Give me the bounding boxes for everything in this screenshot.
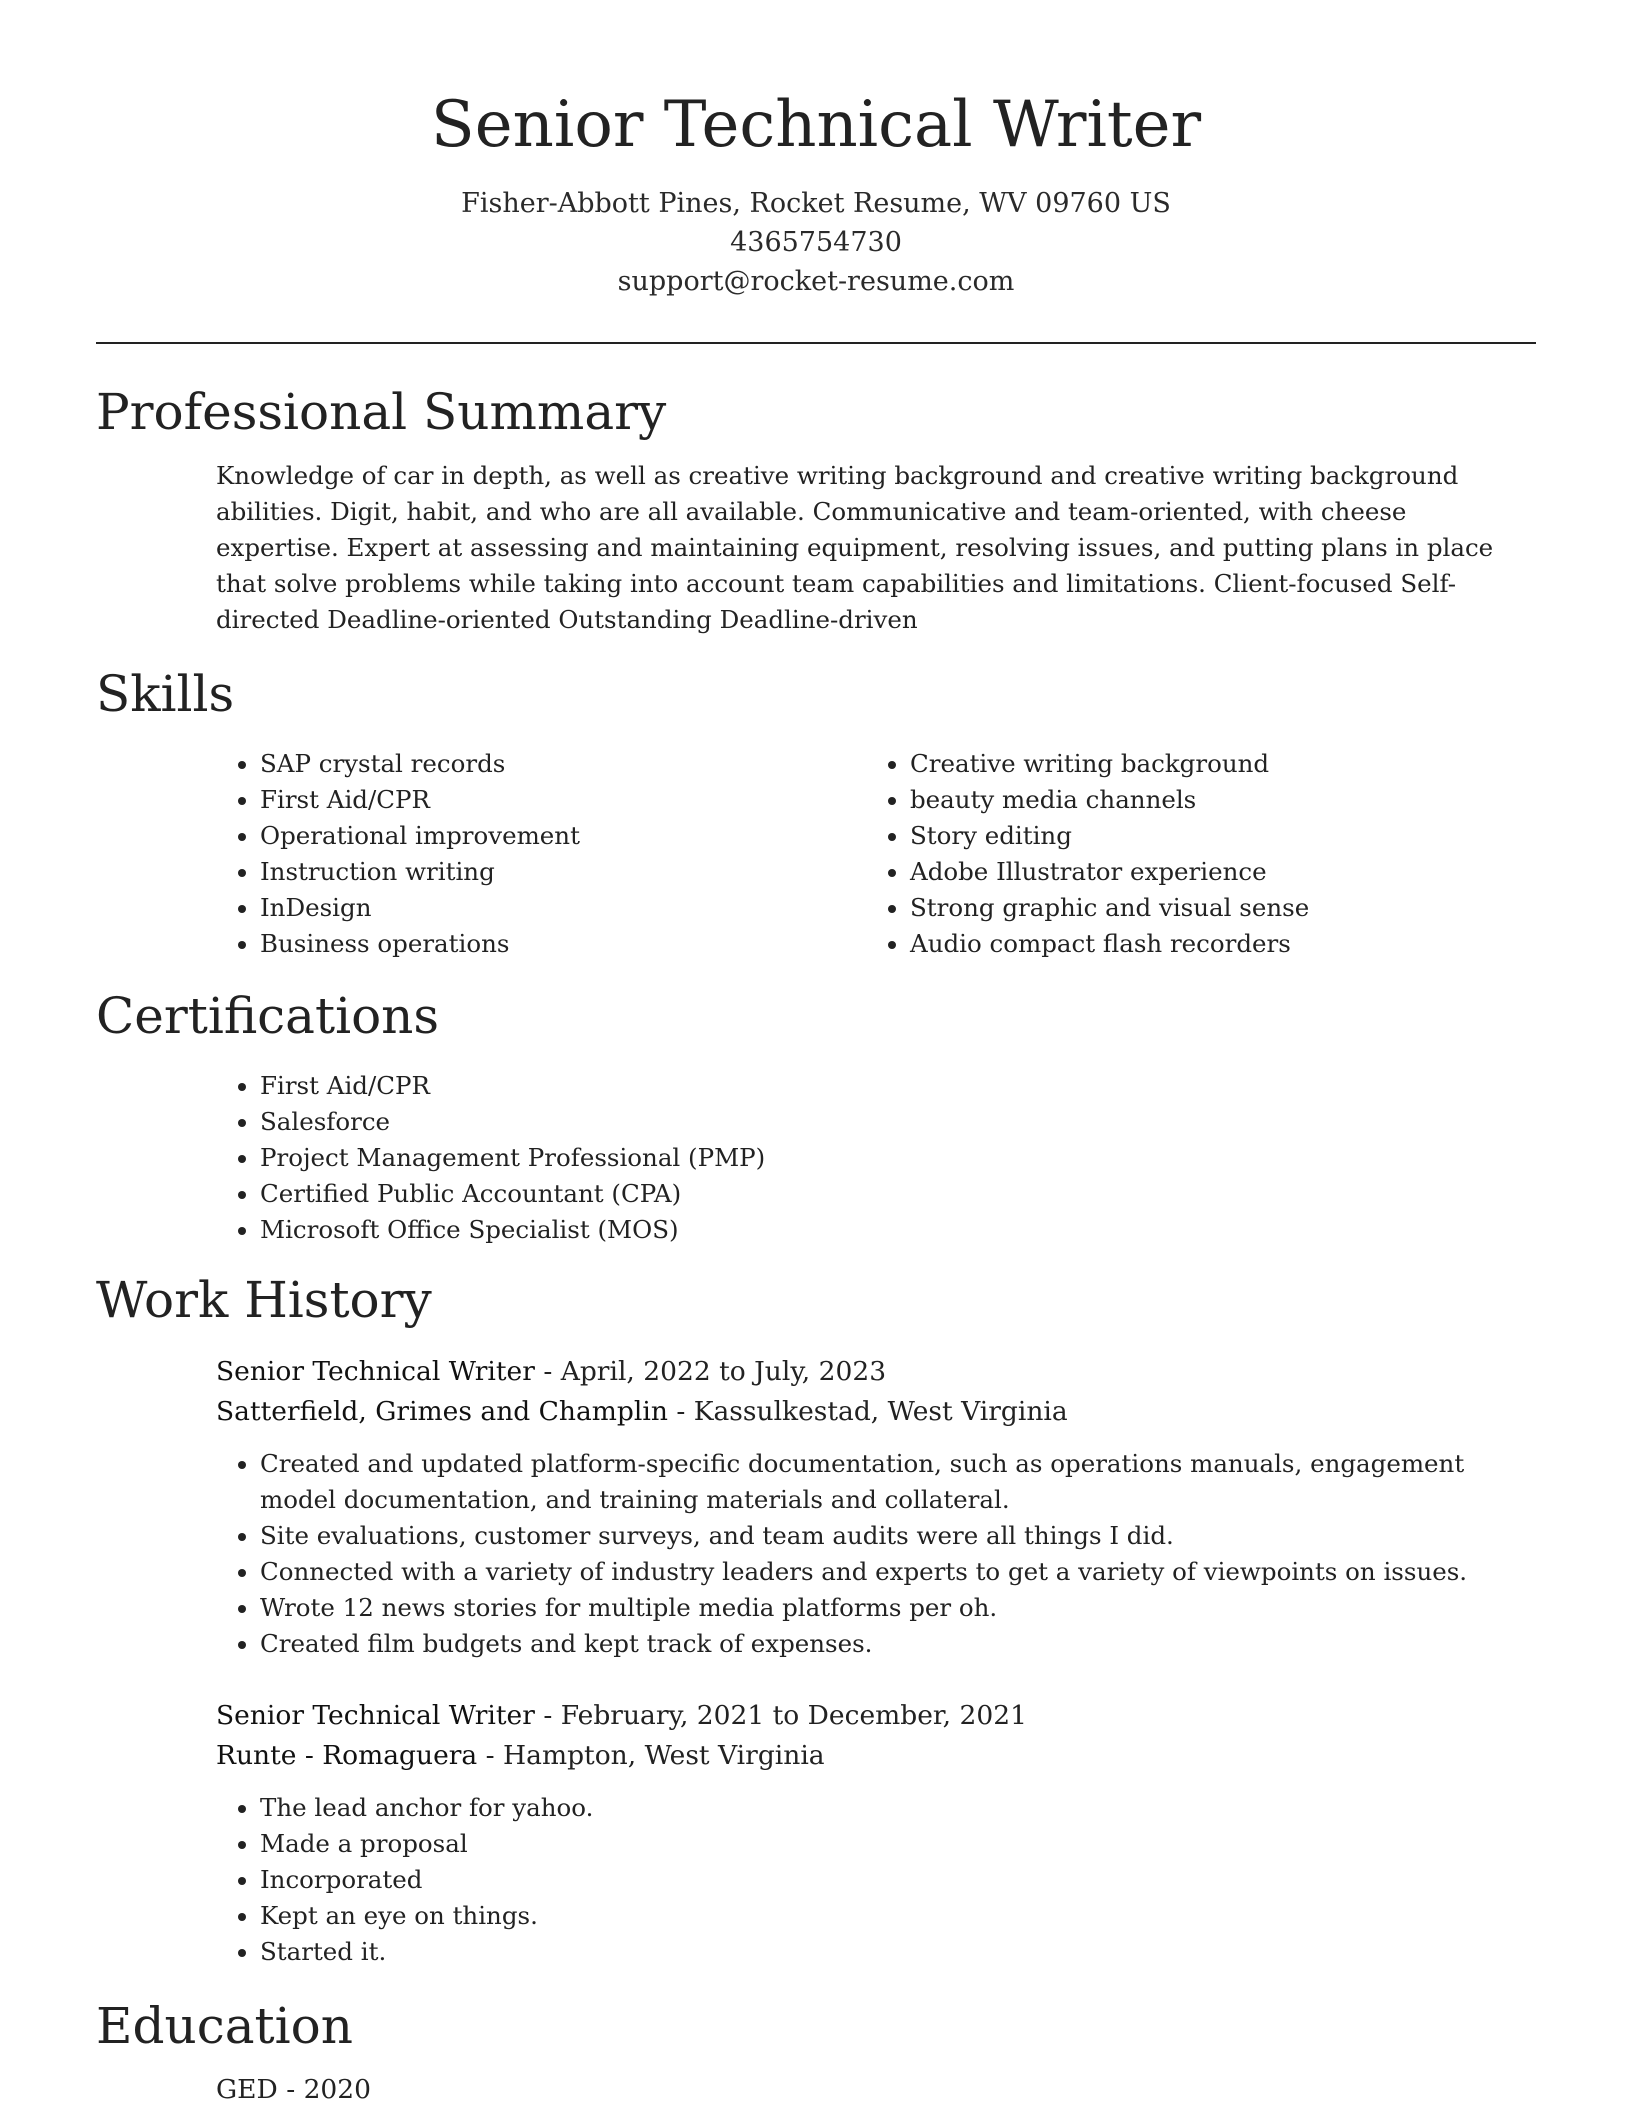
skill-item: • Operational improvement xyxy=(260,818,860,854)
skills-heading: Skills xyxy=(96,665,235,723)
job-1-role: Senior Technical Writer xyxy=(216,1356,535,1387)
skill-item: • InDesign xyxy=(260,890,860,926)
job-1-company-line xyxy=(216,1392,1068,1432)
certification-item: • Certified Public Accountant (CPA) xyxy=(260,1176,1540,1212)
certifications-heading: Certifications xyxy=(96,987,440,1045)
job-bullet: • Made a proposal xyxy=(260,1826,1536,1862)
skill-item: • Strong graphic and visual sense xyxy=(910,890,1550,926)
job-bullet: • Kept an eye on things. xyxy=(260,1898,1536,1934)
summary-heading: Professional Summary xyxy=(96,383,667,441)
contact-email[interactable]: support@rocket-resume.com xyxy=(617,266,1015,297)
job-2-dates: - February, 2021 to December, 2021 xyxy=(534,1700,1027,1731)
candidate-name: Senior Technical Writer xyxy=(430,88,1202,162)
skill-item: • beauty media channels xyxy=(910,782,1550,818)
work-history-heading: Work History xyxy=(96,1271,432,1329)
header-divider xyxy=(96,342,1536,344)
certification-item: • Salesforce xyxy=(260,1104,1540,1140)
job-bullet: • Incorporated xyxy=(260,1862,1536,1898)
job-2-company: Runte - Romaguera xyxy=(216,1740,478,1771)
certification-item: • First Aid/CPR xyxy=(260,1068,1540,1104)
job-2-role: Senior Technical Writer xyxy=(216,1700,535,1731)
job-bullet: • Site evaluations, customer surveys, and team audits were all things I did. xyxy=(260,1518,1536,1554)
job-2-title-line xyxy=(216,1696,1027,1736)
skill-item: • Creative writing background xyxy=(910,746,1550,782)
summary-text: Knowledge of car in depth, as well as creative writing background and creative writing background abilities. Digit, habit, and who are all available. Communicative and team-oriented, with cheese expertise. Expert at assessing and maintaining equipment, resolving issues, and putting plans in place that solve problems while taking into account team capabilities and limitations. Client-focused Self-directed Deadline-oriented Outstanding Deadline-driven xyxy=(216,461,1494,634)
skill-item: • Story editing xyxy=(910,818,1550,854)
job-2-location: - Hampton, West Virginia xyxy=(477,1740,825,1771)
skill-item: • First Aid/CPR xyxy=(260,782,860,818)
skills-list-left xyxy=(216,746,860,962)
job-2-company-line xyxy=(216,1736,825,1776)
resume-header xyxy=(0,80,1632,301)
education-degree: GED xyxy=(216,2074,278,2105)
job-bullet: • Wrote 12 news stories for multiple media platforms per oh. xyxy=(260,1590,1536,1626)
job-1-company: Satterfield, Grimes and Champlin xyxy=(216,1396,668,1427)
skill-item: • SAP crystal records xyxy=(260,746,860,782)
contact-address: Fisher-Abbott Pines, Rocket Resume, WV 09760 US xyxy=(461,188,1171,219)
job-1-bullets xyxy=(216,1446,1536,1662)
skills-list-right xyxy=(866,746,1550,962)
job-bullet: • The lead anchor for yahoo. xyxy=(260,1790,1536,1826)
job-bullet: • Created and updated platform-specific documentation, such as operations manuals, engagement model documentation, and training materials and collateral. xyxy=(260,1446,1536,1518)
job-1-title-line xyxy=(216,1352,886,1392)
job-2-bullets xyxy=(216,1790,1536,1970)
skill-item: • Audio compact flash recorders xyxy=(910,926,1550,962)
skill-item: • Adobe Illustrator experience xyxy=(910,854,1550,890)
certification-item: • Microsoft Office Specialist (MOS) xyxy=(260,1212,1540,1248)
certification-item: • Project Management Professional (PMP) xyxy=(260,1140,1540,1176)
job-bullet: • Created film budgets and kept track of expenses. xyxy=(260,1626,1536,1662)
job-bullet: • Connected with a variety of industry leaders and experts to get a variety of viewpoints on issues. xyxy=(260,1554,1536,1590)
job-bullet: • Started it. xyxy=(260,1934,1536,1970)
job-1-location: - Kassulkestad, West Virginia xyxy=(667,1396,1068,1427)
skill-item: • Business operations xyxy=(260,926,860,962)
education-entry xyxy=(216,2070,371,2110)
contact-phone: 4365754730 xyxy=(730,227,902,258)
education-heading: Education xyxy=(96,1997,353,2055)
education-year: - 2020 xyxy=(277,2074,372,2105)
certifications-list xyxy=(216,1068,1540,1248)
skill-item: • Instruction writing xyxy=(260,854,860,890)
job-1-dates: - April, 2022 to July, 2023 xyxy=(534,1356,887,1387)
